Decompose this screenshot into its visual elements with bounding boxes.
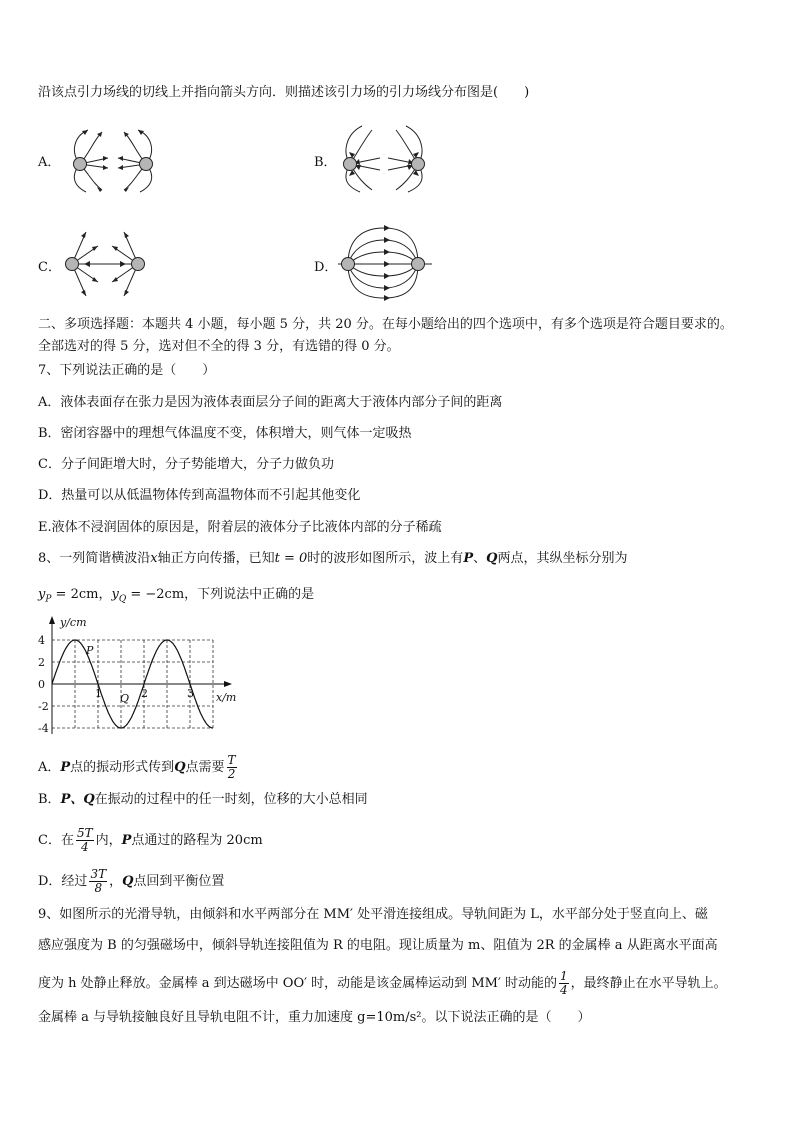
q8-stem-line2: $y_P = 2cm$，$y_Q = -2cm$，下列说法中正确的是 (38, 587, 315, 605)
field-diagram-d (336, 226, 436, 298)
point-q-label: Q (120, 692, 130, 705)
x-tick-label: 1 (95, 687, 102, 700)
wave-graph (30, 614, 250, 738)
point-p-label: P (86, 644, 94, 657)
y-axis-label: y/cm (60, 616, 87, 629)
q8-option-b[interactable]: B．P、Q在振动的过程中的任一时刻，位移的大小总相同 (38, 792, 368, 807)
y-tick-label: 0 (38, 678, 45, 691)
q9-line4: 金属棒 a 与导轨接触良好且导轨电阻不计，重力加速度 g=10m/s²。以下说法正确的是（ ） (38, 1010, 591, 1025)
y-tick-label: -2 (38, 700, 49, 713)
q9-line3: 度为 h 处静止释放。金属棒 a 到达磁场中 OO′ 时，动能是该金属棒运动到 MM′ 时动能的 $\frac{1}{4}$ ，最终静止在水平导轨上。 (38, 969, 727, 997)
q6-option-c-label[interactable]: C． (38, 260, 61, 275)
q8-option-d[interactable]: D．经过 $\frac{3T}{8}$ ，Q点回到平衡位置 (38, 867, 225, 895)
q7-option-d[interactable]: D．热量可以从低温物体传到高温物体而不引起其他变化 (38, 488, 361, 503)
q8-stem-line1: 8、一列简谐横波沿x轴正方向传播，已知t = 0时的波形如图所示，波上有P、Q两点，其纵坐标分别为 (38, 551, 628, 566)
section2-line2: 全部选对的得 5 分，选对但不全的得 3 分，有选错的得 0 分。 (38, 339, 400, 354)
x-tick-label: 2 (141, 687, 148, 700)
q6-stem: 沿该点引力场线的切线上并指向箭头方向．则描述该引力场的引力场线分布图是( ) (38, 85, 530, 100)
field-diagram-b (336, 122, 436, 192)
q7-option-e[interactable]: E.液体不浸润固体的原因是，附着层的液体分子比液体内部的分子稀疏 (38, 520, 442, 535)
q7-option-b[interactable]: B．密闭容器中的理想气体温度不变，体积增大，则气体一定吸热 (38, 426, 412, 441)
x-axis-label: x/m (216, 691, 237, 704)
q9-line2: 感应强度为 B 的匀强磁场中，倾斜导轨连接阻值为 R 的电阻。现让质量为 m、阻值为 2R 的金属棒 a 从距离水平面高 (38, 938, 718, 953)
x-tick-label: 3 (187, 687, 194, 700)
field-diagram-a (60, 122, 170, 192)
q7-option-a[interactable]: A．液体表面存在张力是因为液体表面层分子间的距离大于液体内部分子间的距离 (38, 395, 503, 410)
y-tick-label: 2 (38, 656, 45, 669)
y-tick-label: -4 (38, 722, 49, 735)
q8-option-a[interactable]: A．P点的振动形式传到Q点需要 $\frac{T}{2}$ (38, 753, 236, 781)
q6-option-b-label[interactable]: B． (314, 155, 337, 170)
q8-option-c[interactable]: C．在 $\frac{5T}{4}$ 内，P点通过的路程为 20cm (38, 826, 263, 854)
field-diagram-c (60, 226, 160, 298)
body-left (74, 158, 87, 171)
body-right (140, 158, 153, 171)
y-tick-label: 4 (38, 634, 45, 647)
section2-line1: 二、多项选择题：本题共 4 小题，每小题 5 分，共 20 分。在每小题给出的四个选项中，有多个选项是符合题目要求的。 (38, 317, 733, 332)
q7-option-c[interactable]: C．分子间距增大时，分子势能增大，分子力做负功 (38, 457, 334, 472)
q7-stem: 7、下列说法正确的是（ ） (38, 363, 216, 378)
q6-option-d-label[interactable]: D． (314, 260, 338, 275)
q6-option-a-label[interactable]: A． (38, 155, 61, 170)
q9-line1: 9、如图所示的光滑导轨，由倾斜和水平两部分在 MM′ 处平滑连接组成。导轨间距为 L，水平部分处于竖直向上、磁 (38, 907, 708, 922)
